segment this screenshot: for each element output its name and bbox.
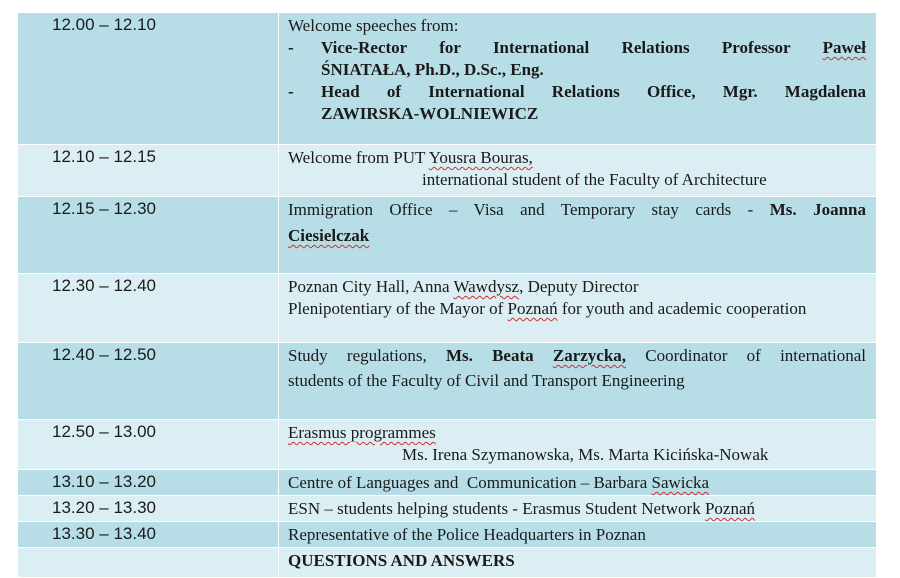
- table-row: [18, 343, 877, 420]
- time-cell: 13.20 – 13.30: [18, 496, 279, 522]
- line: Poznan City Hall, Anna Wawdysz, Deputy Director: [288, 277, 639, 296]
- bullet-dash: -: [288, 38, 294, 57]
- table-row: [18, 420, 877, 470]
- time-cell: 12.50 – 13.00: [18, 420, 279, 470]
- bullet-dash: -: [288, 82, 294, 101]
- description-cell: ESN – students helping students - Erasmus Student Network Poznań: [279, 496, 877, 522]
- description-cell: Centre of Languages and Communication – Barbara Sawicka: [279, 470, 877, 496]
- table-row: [18, 13, 877, 145]
- table-row: [18, 470, 877, 496]
- description-cell: [279, 343, 877, 420]
- description-cell: [279, 197, 877, 274]
- time-cell: 12.00 – 12.10: [18, 13, 279, 145]
- speaker-name: Yousra Bouras,: [428, 148, 533, 167]
- table-row: [18, 145, 877, 197]
- list-item: [288, 37, 866, 59]
- speaker-line: ŚNIATAŁA, Ph.D., D.Sc., Eng.: [321, 60, 544, 79]
- table-row: [18, 548, 877, 578]
- table-row: [18, 522, 877, 548]
- line: [288, 225, 866, 247]
- description-cell: [279, 420, 877, 470]
- section-heading: QUESTIONS AND ANSWERS: [288, 551, 515, 570]
- line: Study regulations, Ms. Beata Zarzycka, Coordinator of international: [288, 346, 866, 365]
- time-cell: 12.15 – 12.30: [18, 197, 279, 274]
- list-item-continuation: [288, 59, 866, 81]
- table-row: [18, 496, 877, 522]
- intro-text: Welcome speeches from:: [288, 16, 459, 35]
- speaker-first-name: Paweł: [822, 38, 866, 57]
- time-cell: 12.10 – 12.15: [18, 145, 279, 197]
- description-cell: [279, 274, 877, 343]
- line: students of the Faculty of Civil and Transport Engineering: [288, 371, 685, 390]
- time-cell: [18, 548, 279, 578]
- description-cell: [279, 548, 877, 578]
- line: Erasmus programmes: [288, 423, 436, 442]
- speaker-name: Ciesielczak: [288, 226, 370, 245]
- line: Welcome from PUT Yousra Bouras,: [288, 148, 533, 167]
- time-cell: 12.40 – 12.50: [18, 343, 279, 420]
- description-cell: [279, 145, 877, 197]
- line: Plenipotentiary of the Mayor of Poznań for youth and academic cooperation: [288, 299, 807, 318]
- time-cell: 13.10 – 13.20: [18, 470, 279, 496]
- description-cell: Representative of the Police Headquarters in Poznan: [279, 522, 877, 548]
- line: Ms. Irena Szymanowska, Ms. Marta Kicińska-Nowak: [402, 445, 769, 464]
- agenda-table: [17, 12, 877, 578]
- table-row: [18, 274, 877, 343]
- speaker-line: Vice-Rector for International Relations Professor Paweł: [321, 38, 866, 57]
- description-cell: [279, 13, 877, 145]
- speaker-line: Head of International Relations Office, Mgr. Magdalena: [321, 82, 866, 101]
- speaker-line: ZAWIRSKA-WOLNIEWICZ: [321, 104, 539, 123]
- time-cell: 13.30 – 13.40: [18, 522, 279, 548]
- line: Immigration Office – Visa and Temporary stay cards - Ms. Joanna: [288, 200, 866, 219]
- table-row: [18, 197, 877, 274]
- list-item: [288, 81, 866, 103]
- line: international student of the Faculty of Architecture: [422, 170, 767, 189]
- list-item-continuation: [288, 103, 866, 125]
- time-cell: 12.30 – 12.40: [18, 274, 279, 343]
